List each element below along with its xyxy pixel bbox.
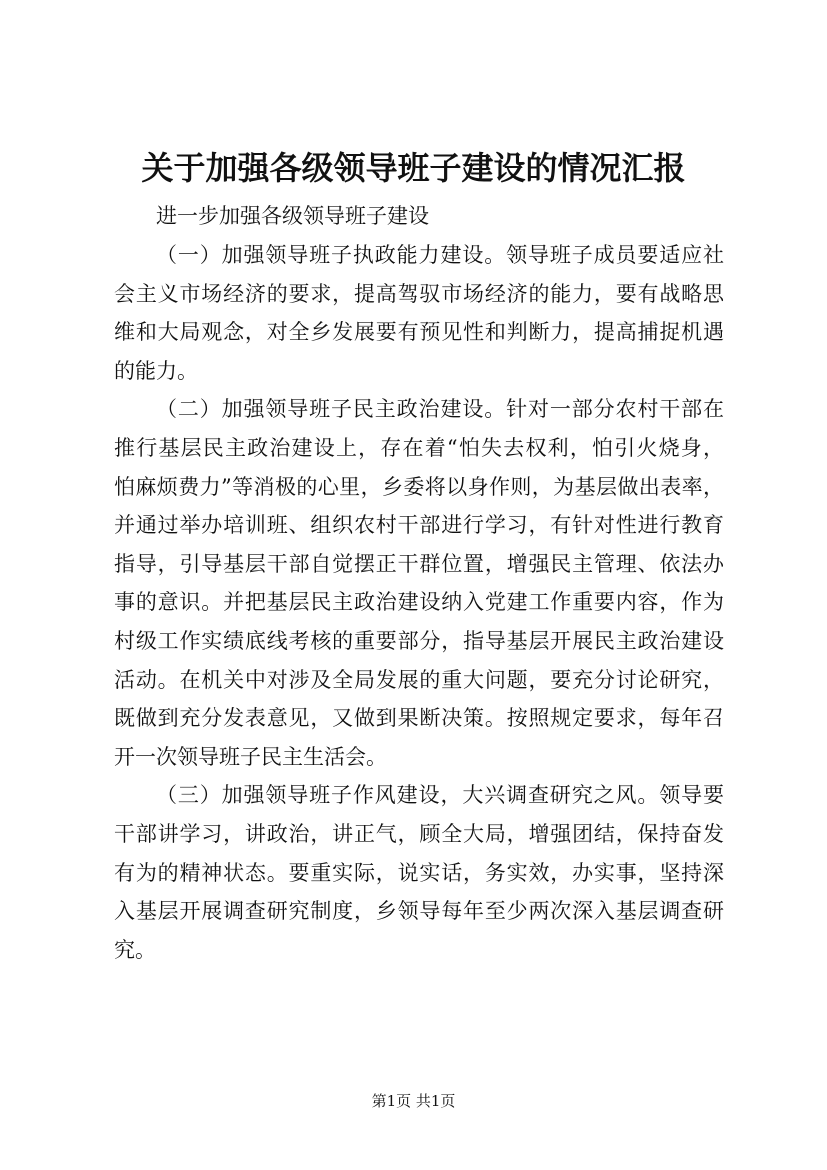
paragraph-line: 入基层开展调查研究制度，乡领导每年至少两次深入基层调查研 bbox=[114, 899, 724, 924]
paragraph-line: （一）加强领导班子执政能力建设。领导班子成员要适应社 bbox=[156, 243, 724, 267]
paragraph-line: 会主义市场经济的要求，提高驾驭市场经济的能力，要有战略思 bbox=[114, 281, 724, 306]
document-body bbox=[114, 236, 724, 969]
paragraph-line: 推行基层民主政治建设上，存在着“怕失去权利，怕引火烧身， bbox=[114, 435, 724, 460]
paragraph-3 bbox=[114, 776, 724, 969]
paragraph-line: 并通过举办培训班、组织农村干部进行学习，有针对性进行教育 bbox=[114, 513, 724, 538]
document-subtitle: 进一步加强各级领导班子建设 bbox=[156, 204, 429, 228]
page-number-footer: 第1页 共1页 bbox=[371, 1092, 456, 1110]
paragraph-1 bbox=[114, 236, 724, 390]
paragraph-line: 有为的精神状态。要重实际，说实话，务实效，办实事，坚持深 bbox=[114, 860, 724, 885]
paragraph-line: 怕麻烦费力”等消极的心里，乡委将以身作则，为基层做出表率， bbox=[114, 474, 724, 499]
paragraph-line: 既做到充分发表意见，又做到果断决策。按照规定要求，每年召 bbox=[114, 706, 724, 731]
paragraph-line: 活动。在机关中对涉及全局发展的重大问题，要充分讨论研究， bbox=[114, 667, 724, 692]
paragraph-line: 干部讲学习，讲政治，讲正气，顾全大局，增强团结，保持奋发 bbox=[114, 821, 724, 846]
paragraph-line: （二）加强领导班子民主政治建设。针对一部分农村干部在 bbox=[156, 397, 724, 422]
document-title: 关于加强各级领导班子建设的情况汇报 bbox=[141, 149, 686, 187]
paragraph-line: 究。 bbox=[114, 937, 156, 962]
paragraph-line: 的能力。 bbox=[114, 358, 198, 383]
paragraph-line: 维和大局观念，对全乡发展要有预见性和判断力，提高捕捉机遇 bbox=[114, 320, 724, 345]
paragraph-line: 村级工作实绩底线考核的重要部分，指导基层开展民主政治建设 bbox=[114, 628, 724, 653]
paragraph-2 bbox=[114, 390, 724, 776]
paragraph-line: 开一次领导班子民主生活会。 bbox=[114, 744, 387, 769]
paragraph-line: 事的意识。并把基层民主政治建设纳入党建工作重要内容，作为 bbox=[114, 590, 724, 615]
paragraph-line: 指导，引导基层干部自觉摆正干群位置，增强民主管理、依法办 bbox=[114, 551, 724, 576]
paragraph-line: （三）加强领导班子作风建设，大兴调查研究之风。领导要 bbox=[156, 783, 724, 808]
